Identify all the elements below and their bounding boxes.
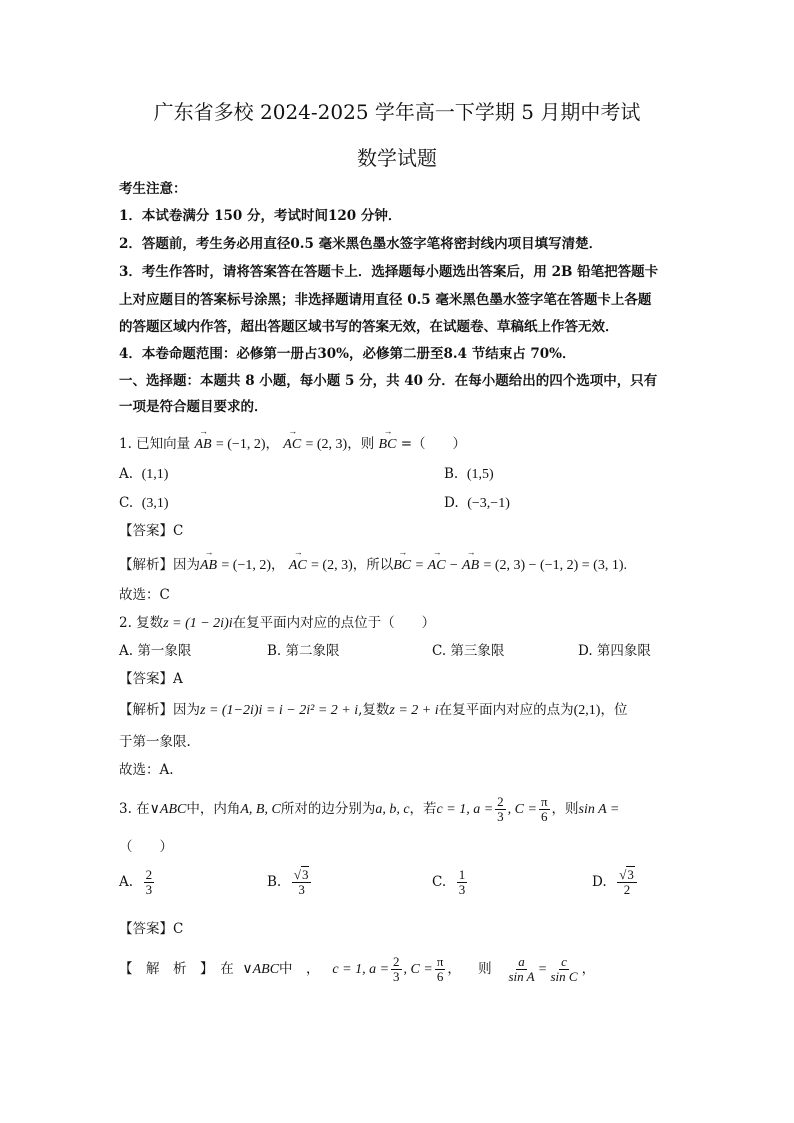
notes-heading: 考生注意： (119, 181, 187, 197)
q1-then: ，则 (347, 436, 375, 452)
q3-exp-c-fraction (435, 955, 446, 984)
q3-exp-triangle: ∨ABC (242, 962, 280, 977)
q2-option-d: D. 第四象限 (578, 643, 651, 659)
q3-answer: 【答案】C (119, 921, 184, 937)
q3-angles: A, B, C (240, 802, 281, 817)
q1-exp-result: = (2, 3) − (−1, 2) = (3, 1). (483, 558, 627, 573)
q3-exp-c-denominator: 6 (436, 969, 444, 984)
q2-stem-math: z = (1 − 2i)i (163, 616, 233, 631)
q2-explanation-line-1 (119, 701, 627, 720)
question-1-stem (119, 435, 466, 454)
q3-option-d-numerator: √3 (617, 868, 637, 883)
q1-option-d (444, 494, 510, 513)
q3-option-a-letter: A. (119, 874, 134, 890)
vector-bc: → BC (379, 436, 397, 454)
q3-option-d-radicand: 3 (627, 867, 634, 882)
q1-explanation (119, 556, 627, 575)
q3-exp-a-fraction (391, 955, 402, 984)
q3-exp-ratio-2-numerator: c (561, 954, 567, 969)
q2-stem-prefix: 2. 复数 (119, 615, 164, 631)
q3-stem-mid-2: 所对的边分别为 (280, 801, 376, 817)
q3-paren: （ ） (119, 839, 173, 855)
q2-answer: 【答案】A (119, 671, 183, 687)
document-subtitle: 数学试题 (357, 146, 437, 170)
q1-option-c (119, 494, 169, 513)
question-3-stem (119, 795, 619, 824)
note-4: 4．本卷命题范围：必修第一册占30%，必修第二册至8.4 节结束占 70%． (119, 346, 576, 362)
q3-option-a-fraction (144, 868, 155, 897)
q1-option-a-value: (1,1) (141, 467, 169, 482)
q1-ac-value: = (2, 3) (305, 437, 348, 452)
note-3-line-2: 上对应题目的答案标号涂黑；非选择题请用直径 0.5 毫米黑色墨水签字笔在答题卡上各题 (119, 292, 652, 308)
q3-option-c-fraction (457, 868, 468, 897)
q3-option-b (267, 868, 313, 897)
q1-exp-comma: ， (271, 557, 285, 573)
note-2: 2．答题前，考生务必用直径0.5 毫米黑色墨水签字笔将密封线内项目填写清楚． (119, 236, 603, 252)
q3-stem-mid: 中，内角 (186, 801, 241, 817)
q3-option-c-denominator: 3 (458, 882, 466, 897)
document-title: 广东省多校 2024-2025 学年高一下学期 5 月期中考试 (153, 100, 641, 124)
q3-sides: a, b, c (375, 802, 410, 817)
q1-choose: 故选：C (119, 587, 170, 603)
q3-option-b-numerator: √3 (292, 868, 312, 883)
q3-option-d-denominator: 2 (623, 882, 631, 897)
q3-sin-a: sin A = (578, 802, 620, 817)
q2-explanation-line-2: 于第一象限. (119, 734, 191, 750)
q1-option-c-letter: C. (119, 495, 134, 511)
q3-condition: c = 1, a = (436, 802, 494, 817)
vector-ab: → AB (200, 557, 217, 575)
q3-condition-2: , C = (507, 802, 537, 817)
q1-exp-prefix: 【解析】因为 (119, 557, 200, 573)
q1-option-c-value: (3,1) (141, 496, 169, 511)
q1-exp-eq: = (415, 558, 424, 573)
q1-option-a (119, 465, 168, 484)
q2-exp-mid-2: 在复平面内对应的点为 (438, 702, 574, 718)
q3-c-numerator: π (540, 794, 548, 809)
q3-option-c (432, 868, 469, 897)
section-header-line-2: 一项是符合题目要求的． (119, 399, 268, 415)
q3-exp-prefix: 【 解 析 】 在 (119, 961, 234, 977)
q3-a-fraction (495, 795, 506, 824)
vector-ac: → AC (428, 557, 446, 575)
q2-option-a: A. 第一象限 (119, 643, 192, 659)
q1-option-b-letter: B. (444, 466, 459, 482)
q3-exp-condition: c = 1, a = (332, 962, 390, 977)
q3-stem-mid-3: ，若 (409, 801, 437, 817)
q3-option-a (119, 868, 156, 897)
q3-option-d-fraction (617, 868, 637, 897)
q1-ab-value: = (−1, 2) (215, 437, 266, 452)
q1-answer: 【答案】C (119, 523, 184, 539)
note-3-line-3: 的答题区域内作答，超出答题区域书写的答案无效，在试题卷、草稿纸上作答无效． (119, 319, 619, 335)
note-1: 1．本试卷满分 150 分，考试时间120 分钟． (119, 208, 402, 224)
q3-option-b-letter: B. (267, 874, 282, 890)
q3-exp-comma: ， (447, 961, 461, 977)
vector-bc: → BC (393, 557, 411, 575)
q3-c-denominator: 6 (540, 809, 548, 824)
q3-option-d-letter: D. (592, 874, 607, 890)
vector-ac: → AC (283, 436, 301, 454)
q3-explanation (119, 955, 595, 984)
q1-exp-so: ，所以 (352, 557, 394, 573)
q2-stem-post: 在复平面内对应的点位于（ ） (232, 615, 436, 631)
q3-option-c-letter: C. (432, 874, 447, 890)
q1-option-b-value: (1,5) (466, 467, 494, 482)
vector-ab: → AB (462, 557, 479, 575)
note-3-line-1: 3．考生作答时，请将答案答在答题卡上．选择题每小题选出答案后，用 2B 铅笔把答题卡 (119, 264, 659, 280)
q3-exp-end: ， (581, 961, 596, 977)
q3-option-b-denominator: 3 (298, 882, 305, 897)
q3-exp-ratio-1-numerator: a (518, 954, 525, 969)
q3-option-a-denominator: 3 (145, 882, 153, 897)
q2-exp-mid: ,复数 (358, 702, 390, 718)
q3-exp-ratio-2-denominator: sin C (550, 969, 578, 984)
q3-exp-then: 则 (478, 961, 492, 977)
q3-option-c-numerator: 1 (458, 867, 466, 882)
q3-stem-prefix: 3. 在 (119, 801, 150, 817)
q3-c-fraction (539, 795, 550, 824)
q2-choose: 故选：A. (119, 762, 174, 778)
q1-exp-minus: − (449, 558, 458, 573)
q3-option-b-radicand: 3 (301, 867, 309, 882)
q3-exp-a-denominator: 3 (393, 969, 400, 984)
q1-comma: ， (265, 436, 279, 452)
q2-exp-math-3: (2,1) (573, 703, 601, 718)
vector-ac: → AC (289, 557, 307, 575)
q2-option-c: C. 第三象限 (432, 643, 505, 659)
q2-option-b: B. 第二象限 (267, 643, 340, 659)
q1-tail: =（ ） (400, 436, 467, 452)
q1-option-d-value: (−3,−1) (467, 496, 510, 511)
q3-exp-ratio-1-denominator: sin A (508, 969, 535, 984)
q1-exp-ac-value: = (2, 3) (311, 558, 353, 573)
question-2-stem (119, 614, 435, 633)
q1-option-a-letter: A. (119, 466, 134, 482)
q3-option-b-fraction (292, 868, 312, 897)
vector-ab: → AB (194, 436, 211, 454)
q3-exp-a-numerator: 2 (393, 954, 400, 969)
q1-exp-ab-value: = (−1, 2) (221, 558, 272, 573)
q3-exp-ratio-2 (549, 955, 580, 984)
q1-option-b (444, 465, 494, 484)
q3-stem-end: ，则 (551, 801, 579, 817)
q3-exp-ratio-1 (506, 955, 536, 984)
q3-exp-mid: 中 ， (279, 961, 320, 977)
q3-option-d (592, 868, 639, 897)
q3-exp-condition-2: , C = (403, 962, 433, 977)
q3-a-denominator: 3 (497, 809, 504, 824)
q2-exp-math-2: z = 2 + i (389, 703, 439, 718)
q2-exp-math: z = (1−2i)i = i − 2i² = 2 + i (200, 703, 359, 718)
q2-exp-prefix: 【解析】因为 (119, 702, 200, 718)
q3-a-numerator: 2 (497, 794, 504, 809)
q3-exp-c-numerator: π (436, 954, 444, 969)
q3-exp-equals: = (538, 962, 547, 977)
section-header-line-1: 一、选择题：本题共 8 小题，每小题 5 分，共 40 分．在每小题给出的四个选项中，只有 (119, 373, 658, 389)
q3-triangle: ∨ABC (149, 802, 187, 817)
q2-exp-end: ，位 (600, 702, 628, 718)
q1-option-d-letter: D. (444, 495, 459, 511)
q1-stem-prefix: 1. 已知向量 (119, 436, 191, 452)
q3-option-a-numerator: 2 (145, 867, 153, 882)
